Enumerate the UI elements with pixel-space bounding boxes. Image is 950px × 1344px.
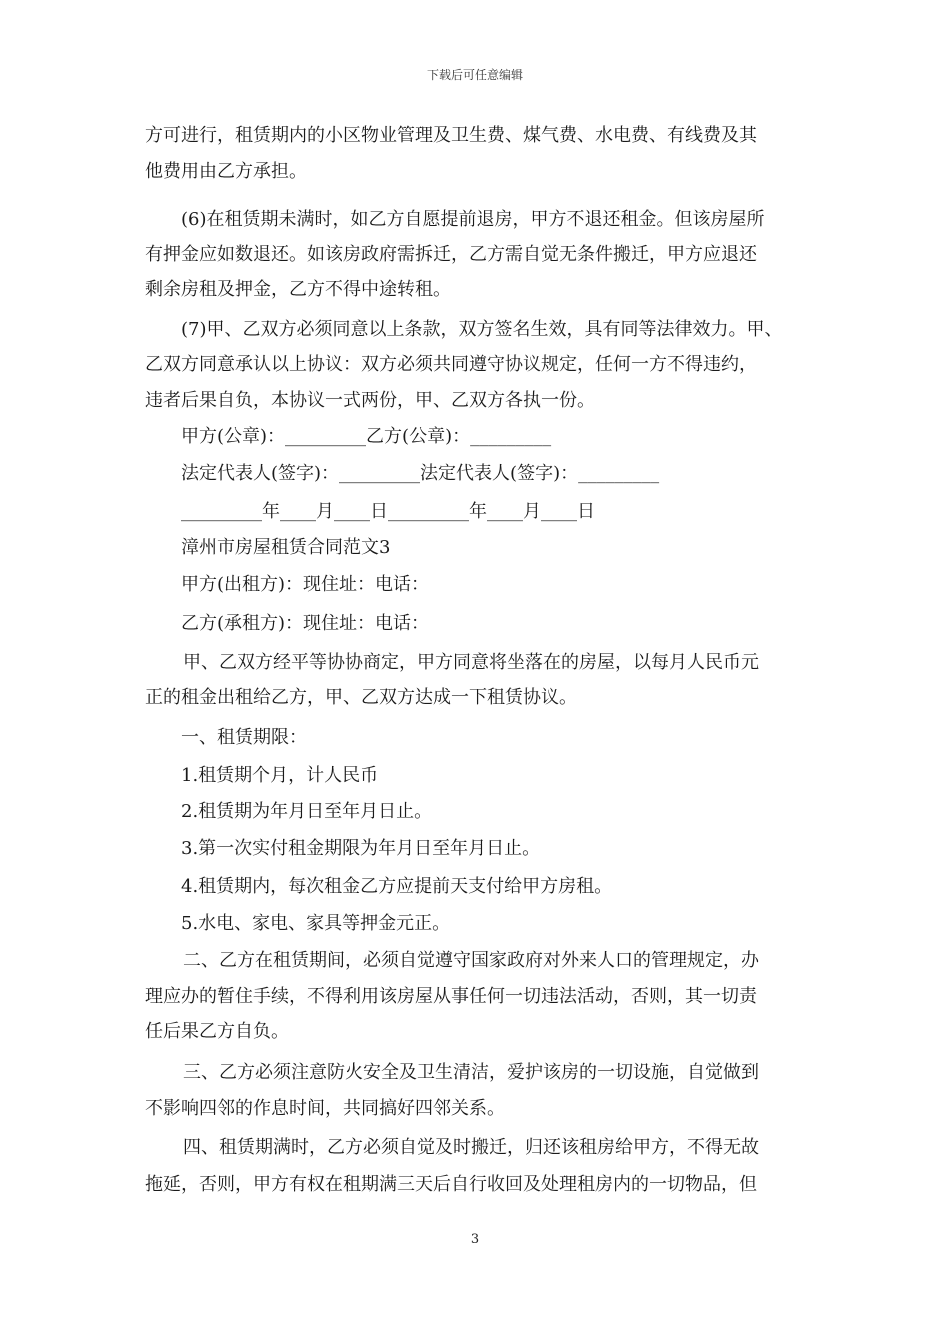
clause-heading: 一、租赁期限：: [181, 727, 307, 748]
text-line: 二、乙方在租赁期间，必须自觉遵守国家政府对外来人口的管理规定，办: [183, 950, 759, 971]
text-line: 四、租赁期满时，乙方必须自觉及时搬迁，归还该租房给甲方，不得无故: [183, 1137, 759, 1158]
list-item: 3.第一次实付租金期限为年月日至年月日止。: [181, 838, 541, 859]
list-item: 2.租赁期为年月日至年月日止。: [181, 801, 433, 822]
text-line: 他费用由乙方承担。: [145, 161, 307, 182]
text-line: 理应办的暂住手续，不得利用该房屋从事任何一切违法活动，否则，其一切责: [145, 986, 757, 1007]
section-title: 漳州市房屋租赁合同范文3: [181, 537, 391, 558]
text-line: (7)甲、乙双方必须同意以上条款，双方签名生效，具有同等法律效力。甲、: [181, 319, 783, 340]
text-line: 甲、乙双方经平等协协商定，甲方同意将坐落在的房屋，以每月人民币元: [183, 652, 759, 673]
text-line: 不影响四邻的作息时间，共同搞好四邻关系。: [145, 1098, 505, 1119]
text-line: 乙方(承租方)：现住址：电话：: [181, 613, 430, 634]
list-item: 5.水电、家电、家具等押金元正。: [181, 913, 451, 934]
page-number: 3: [470, 1232, 480, 1247]
text-line: (6)在租赁期未满时，如乙方自愿提前退房，甲方不退还租金。但该房屋所: [181, 209, 765, 230]
text-line: 拖延，否则，甲方有权在租期满三天后自行收回及处理租房内的一切物品，但: [145, 1174, 757, 1195]
text-line: 任后果乙方自负。: [145, 1021, 289, 1042]
text-line: 剩余房租及押金，乙方不得中途转租。: [145, 279, 451, 300]
text-line: 乙双方同意承认以上协议：双方必须共同遵守协议规定，任何一方不得违约，: [145, 354, 757, 375]
list-item: 4.租赁期内，每次租金乙方应提前天支付给甲方房租。: [181, 876, 613, 897]
text-line: 正的租金出租给乙方，甲、乙双方达成一下租赁协议。: [145, 687, 577, 708]
text-line: 有押金应如数退还。如该房政府需拆迁，乙方需自觉无条件搬迁，甲方应退还: [145, 244, 757, 265]
list-item: 1.租赁期个月，计人民币: [181, 765, 379, 786]
text-line: 违者后果自负，本协议一式两份，甲、乙双方各执一份。: [145, 390, 595, 411]
signature-line-party: 甲方(公章)：_________乙方(公章)：_________: [181, 426, 552, 447]
text-line: 甲方(出租方)：现住址：电话：: [181, 574, 430, 595]
text-line: 方可进行，租赁期内的小区物业管理及卫生费、煤气费、水电费、有线费及其: [145, 125, 757, 146]
text-line: 三、乙方必须注意防火安全及卫生清洁，爱护该房的一切设施，自觉做到: [183, 1062, 759, 1083]
signature-line-representative: 法定代表人(签字)：_________法定代表人(签字)：_________: [181, 463, 660, 484]
signature-line-date: _________年____月____日_________年____月____日: [181, 501, 595, 522]
page-header: 下载后可任意编辑: [426, 68, 523, 82]
